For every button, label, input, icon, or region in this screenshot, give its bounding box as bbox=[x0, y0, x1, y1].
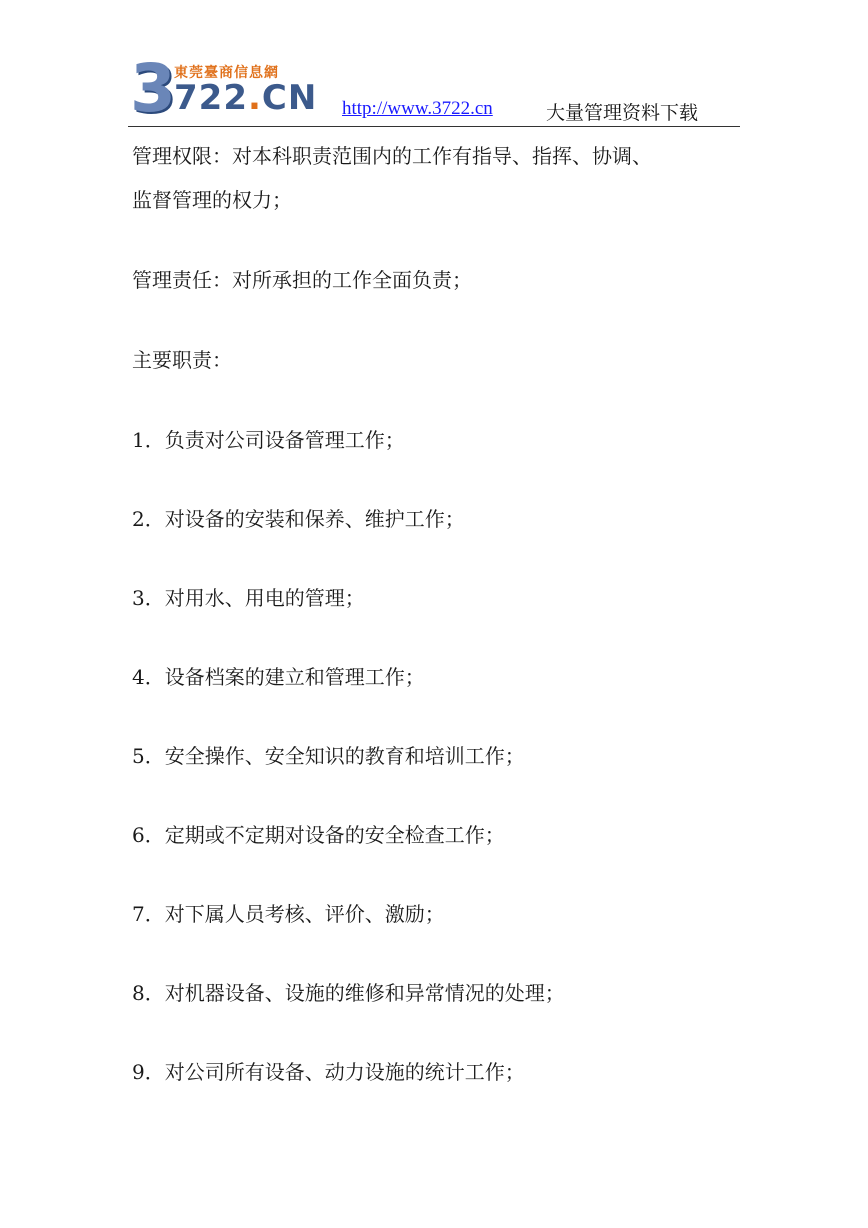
duties-heading: 主要职责： bbox=[132, 348, 232, 372]
duty-item: 6．定期或不定期对设备的安全检查工作； bbox=[132, 823, 505, 847]
duty-item: 8．对机器设备、设施的维修和异常情况的处理； bbox=[132, 981, 565, 1005]
duty-item: 1．负责对公司设备管理工作； bbox=[132, 428, 405, 452]
authority-line-2: 监督管理的权力； bbox=[132, 188, 292, 212]
duty-item: 4．设备档案的建立和管理工作； bbox=[132, 665, 425, 689]
logo-suffix: CN bbox=[261, 78, 318, 118]
header-tagline: 大量管理资料下载 bbox=[546, 102, 699, 124]
logo-dot: . bbox=[247, 78, 262, 118]
logo-number bbox=[174, 78, 317, 118]
logo-number-digits: 722 bbox=[174, 78, 248, 118]
authority-line-1: 管理权限：对本科职责范围内的工作有指导、指挥、协调、 bbox=[132, 144, 652, 168]
duty-item: 3．对用水、用电的管理； bbox=[132, 586, 365, 610]
duty-item: 7．对下属人员考核、评价、激励； bbox=[132, 902, 445, 926]
duty-item: 5．安全操作、安全知识的教育和培训工作； bbox=[132, 744, 525, 768]
duty-item: 2．对设备的安装和保养、维护工作； bbox=[132, 507, 465, 531]
document-body bbox=[132, 138, 742, 1090]
site-logo[interactable] bbox=[130, 50, 318, 127]
duty-item: 9．对公司所有设备、动力设施的统计工作； bbox=[132, 1060, 525, 1084]
logo-digit: 3 bbox=[130, 50, 176, 127]
responsibility-line: 管理责任：对所承担的工作全面负责； bbox=[132, 268, 472, 292]
logo-chinese-name: 東莞臺商信息網 bbox=[174, 65, 279, 81]
site-url-link[interactable]: http://www.3722.cn bbox=[342, 98, 493, 119]
page-header bbox=[128, 50, 740, 127]
